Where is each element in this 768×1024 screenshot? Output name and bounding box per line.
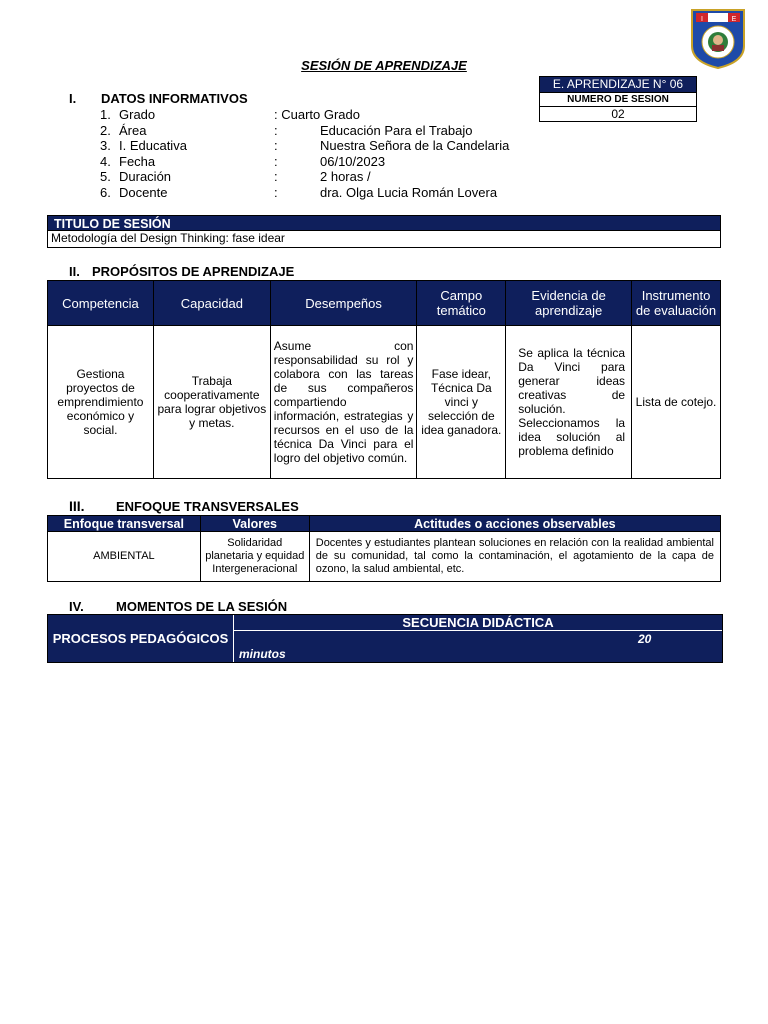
info-colon: : bbox=[274, 153, 278, 169]
col-header: Actitudes o acciones observables bbox=[309, 516, 720, 532]
aprendizaje-box bbox=[539, 76, 697, 122]
minutes-value: 20 bbox=[638, 632, 652, 646]
desempenos-cell: Asume con responsabilidad su rol y colabora con las tareas de sus compañeros compartiendo información, estrategias y recursos en el uso de la técnica Da Vinci para el logro del objetivo común. bbox=[270, 326, 417, 479]
table-header-row bbox=[48, 281, 721, 326]
col-header: Competencia bbox=[48, 281, 154, 326]
info-label: Área bbox=[119, 122, 147, 138]
col-header: Valores bbox=[200, 516, 309, 532]
logo-letter-left: I bbox=[701, 16, 703, 23]
info-colon: : bbox=[274, 122, 278, 138]
capacidad-cell: Trabaja cooperativamente para lograr objetivos y metas. bbox=[153, 326, 270, 479]
info-label: Duración bbox=[119, 169, 172, 184]
document-title: SESIÓN DE APRENDIZAJE bbox=[301, 58, 467, 73]
section-3-title: ENFOQUE TRANSVERSALES bbox=[116, 499, 299, 514]
info-value: dra. Olga Lucia Román Lovera bbox=[320, 184, 498, 200]
col-header: Campo temático bbox=[417, 281, 506, 326]
info-value: Educación Para el Trabajo bbox=[320, 122, 473, 138]
instrumento-cell: Lista de cotejo. bbox=[632, 326, 721, 479]
col-header: Enfoque transversal bbox=[48, 516, 201, 532]
info-num: 4. bbox=[100, 153, 111, 169]
info-colon: : bbox=[274, 138, 278, 153]
info-num: 5. bbox=[100, 169, 111, 184]
info-value: Nuestra Señora de la Candelaria bbox=[320, 138, 510, 153]
procesos-header: PROCESOS PEDAGÓGICOS bbox=[48, 615, 234, 662]
valores-cell: Solidaridad planetaria y equidad Intergeneracional bbox=[200, 532, 309, 582]
section-3-number: III. bbox=[69, 498, 85, 514]
col-header: Desempeños bbox=[270, 281, 417, 326]
table-row bbox=[48, 532, 721, 582]
actitudes-cell: Docentes y estudiantes plantean soluciones en relación con la realidad ambiental de su comunidad, tal como la contaminación, el agotamiento de la capa de ozono, la salud ambiental, etc. bbox=[309, 532, 720, 582]
section-4-title: MOMENTOS DE LA SESIÓN bbox=[116, 599, 288, 614]
info-label: Grado bbox=[119, 107, 156, 122]
section-2-title: PROPÓSITOS DE APRENDIZAJE bbox=[92, 264, 295, 279]
info-label: Docente bbox=[119, 184, 168, 200]
enfoque-cell: AMBIENTAL bbox=[48, 532, 201, 582]
secuencia-header: SECUENCIA DIDÁCTICA bbox=[234, 615, 722, 631]
propositos-table bbox=[47, 280, 721, 479]
enfoque-table bbox=[47, 515, 721, 582]
section-4-number: IV. bbox=[69, 599, 84, 614]
momentos-table bbox=[47, 614, 723, 663]
campo-tematico-cell: Fase idear, Técnica Da vinci y selección de idea ganadora. bbox=[417, 326, 506, 479]
info-num: 3. bbox=[100, 138, 111, 153]
sesion-value: 02 bbox=[540, 106, 696, 121]
info-colon: : bbox=[274, 169, 278, 184]
logo-letter-right: E bbox=[731, 16, 737, 23]
table-header-row bbox=[48, 516, 721, 532]
info-value: 06/10/2023 bbox=[320, 153, 386, 169]
sesion-label: NUMERO DE SESION bbox=[540, 92, 696, 106]
info-num: 2. bbox=[100, 122, 111, 138]
competencia-cell: Gestiona proyectos de emprendimiento económico y social. bbox=[48, 326, 154, 479]
section-1-title: DATOS INFORMATIVOS bbox=[101, 91, 248, 106]
table-row bbox=[48, 326, 721, 479]
info-colon: : bbox=[274, 184, 278, 200]
info-value: 2 horas / bbox=[320, 169, 371, 184]
section-2-number: II. bbox=[69, 264, 80, 279]
info-num: 1. bbox=[100, 107, 111, 122]
info-value: : Cuarto Grado bbox=[274, 107, 360, 122]
info-label: I. Educativa bbox=[119, 138, 187, 153]
info-label: Fecha bbox=[119, 153, 156, 169]
info-num: 6. bbox=[100, 184, 111, 200]
aprendizaje-number: E. APRENDIZAJE N° 06 bbox=[540, 77, 696, 92]
minutes-label: minutos bbox=[239, 647, 286, 661]
titulo-sesion-header: TITULO DE SESIÓN bbox=[47, 215, 721, 231]
col-header: Evidencia de aprendizaje bbox=[506, 281, 632, 326]
titulo-sesion-value: Metodología del Design Thinking: fase idear bbox=[47, 231, 721, 248]
evidencia-cell: Se aplica la técnica Da Vinci para generar ideas creativas de solución. Seleccionamos la idea solución al problema definido bbox=[506, 326, 632, 479]
section-1-number: I. bbox=[69, 91, 77, 106]
col-header: Capacidad bbox=[153, 281, 270, 326]
col-header: Instrumento de evaluación bbox=[632, 281, 721, 326]
